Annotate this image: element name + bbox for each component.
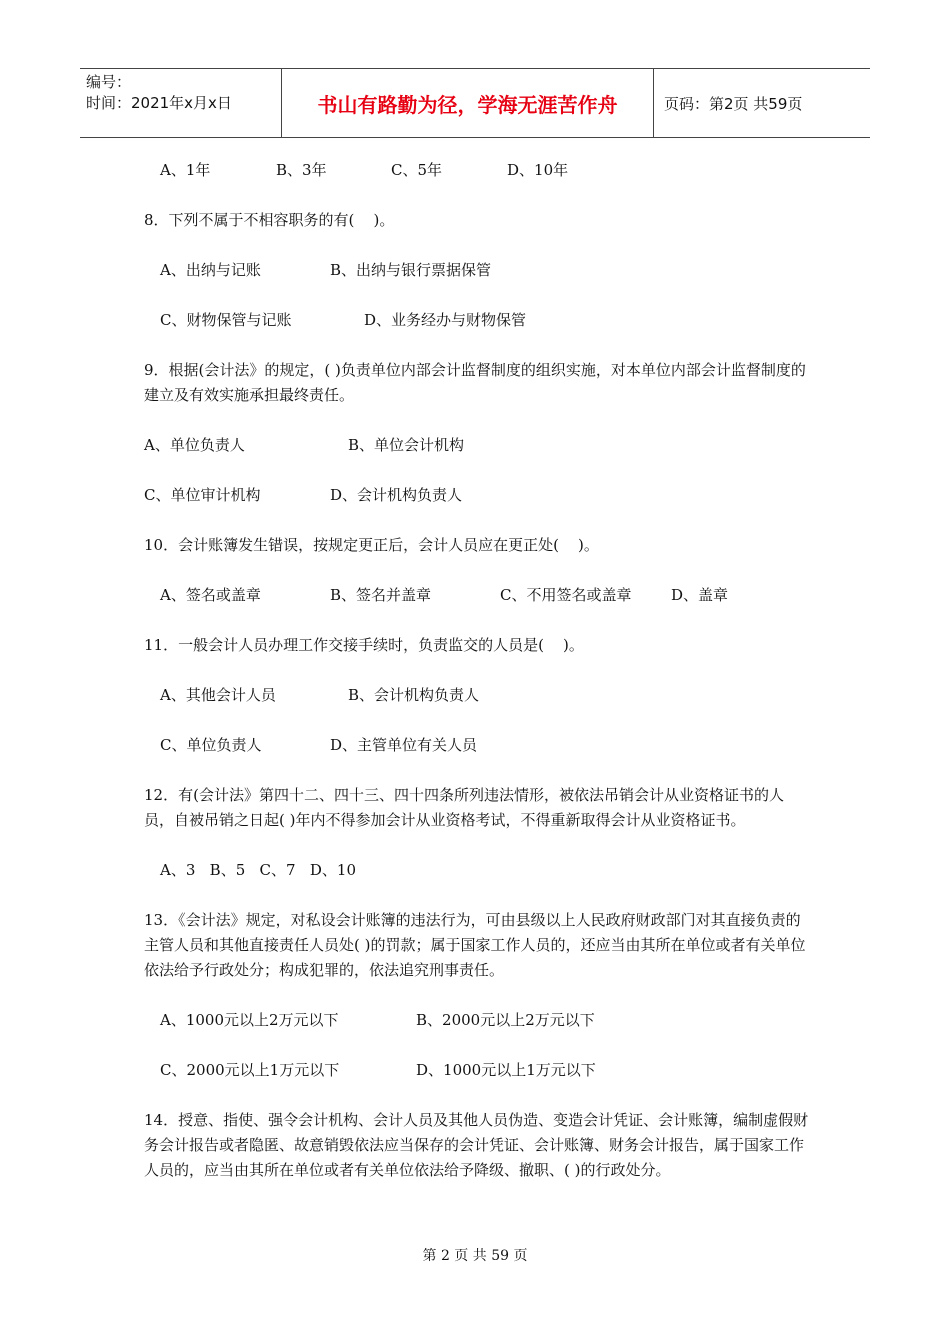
q10-option-d: D、盖章 xyxy=(671,586,729,604)
question-10: 10．会计账簿发生错误，按规定更正后，会计人员应在更正处( )。 xyxy=(144,536,599,554)
q13-option-c: C、2000元以上1万元以下 xyxy=(160,1061,340,1079)
question-12: 12．有(会计法》第四十二、四十三、四十四条所列违法情形，被依法吊销会计从业资格证书的人员，自被吊销之日起( )年内不得参加会计从业资格考试，不得重新取得会计从业资格证书。 xyxy=(144,786,784,829)
q13-option-b: B、2000元以上2万元以下 xyxy=(416,1011,595,1029)
q13-options-row1 xyxy=(144,1008,812,1033)
q7-option-b: B、3年 xyxy=(276,161,327,179)
q10-option-b: B、签名并盖章 xyxy=(330,586,432,604)
q12-options: A、3 B、5 C、7 D、10 xyxy=(160,861,356,879)
q7-options xyxy=(144,158,812,183)
q10-option-a: A、签名或盖章 xyxy=(160,586,261,604)
q11-option-c: C、单位负责人 xyxy=(160,736,262,754)
q8-option-a: A、出纳与记账 xyxy=(160,261,261,279)
q9-option-d: D、会计机构负责人 xyxy=(330,486,463,504)
q9-option-b: B、单位会计机构 xyxy=(348,436,465,454)
q9-option-c: C、单位审计机构 xyxy=(144,486,261,504)
q7-option-a: A、1年 xyxy=(160,161,211,179)
page-footer: 第 2 页 共 59 页 xyxy=(422,1248,528,1264)
q9-options-row2 xyxy=(144,483,812,508)
question-11: 11．一般会计人员办理工作交接手续时，负责监交的人员是( )。 xyxy=(144,636,584,654)
question-9: 9．根据(会计法》的规定，( )负责单位内部会计监督制度的组织实施，对本单位内部会计监督制度的建立及有效实施承担最终责任。 xyxy=(144,361,806,404)
q9-options-row1 xyxy=(144,433,812,458)
page-header xyxy=(80,68,870,138)
q11-options-row1 xyxy=(144,683,812,708)
document-number-label: 编号： xyxy=(86,73,132,91)
header-motto: 书山有路勤为径，学海无涯苦作舟 xyxy=(282,69,654,137)
q13-option-d: D、1000元以上1万元以下 xyxy=(416,1061,596,1079)
q11-option-b: B、会计机构负责人 xyxy=(348,686,480,704)
header-meta xyxy=(80,69,282,137)
q11-option-a: A、其他会计人员 xyxy=(160,686,276,704)
document-time-label: 时间：2021年x月x日 xyxy=(86,94,232,112)
q10-options xyxy=(144,583,812,608)
q11-options-row2 xyxy=(144,733,812,758)
q9-option-a: A、单位负责人 xyxy=(144,436,245,454)
q8-options-row1 xyxy=(144,258,812,283)
q8-option-b: B、出纳与银行票据保管 xyxy=(330,261,492,279)
q8-options-row2 xyxy=(144,308,812,333)
document-body xyxy=(144,158,812,1183)
q11-option-d: D、主管单位有关人员 xyxy=(330,736,478,754)
question-13: 13．《会计法》规定，对私设会计账簿的违法行为，可由县级以上人民政府财政部门对其直接负责的主管人员和其他直接责任人员处( )的罚款；属于国家工作人员的，还应当由其所在单位或者有关单位依法给予行政处分；构成犯罪的，依法追究刑事责任。 xyxy=(144,911,806,979)
question-14: 14．授意、指使、强令会计机构、会计人员及其他人员伪造、变造会计凭证、会计账簿，编制虚假财务会计报告或者隐匿、故意销毁依法应当保存的会计凭证、会计账簿、财务会计报告，属于国家工作人员的，应当由其所在单位或者有关单位依法给予降级、撤职、( )的行政处分。 xyxy=(144,1111,809,1179)
question-8: 8．下列不属于不相容职务的有( )。 xyxy=(144,211,395,229)
q7-option-d: D、10年 xyxy=(507,161,569,179)
q13-option-a: A、1000元以上2万元以下 xyxy=(160,1011,339,1029)
q8-option-d: D、业务经办与财物保管 xyxy=(364,311,527,329)
q7-option-c: C、5年 xyxy=(391,161,443,179)
header-page-indicator: 页码：第2页 共59页 xyxy=(664,94,803,113)
q13-options-row2 xyxy=(144,1058,812,1083)
q8-option-c: C、财物保管与记账 xyxy=(160,311,292,329)
q10-option-c: C、不用签名或盖章 xyxy=(500,586,632,604)
